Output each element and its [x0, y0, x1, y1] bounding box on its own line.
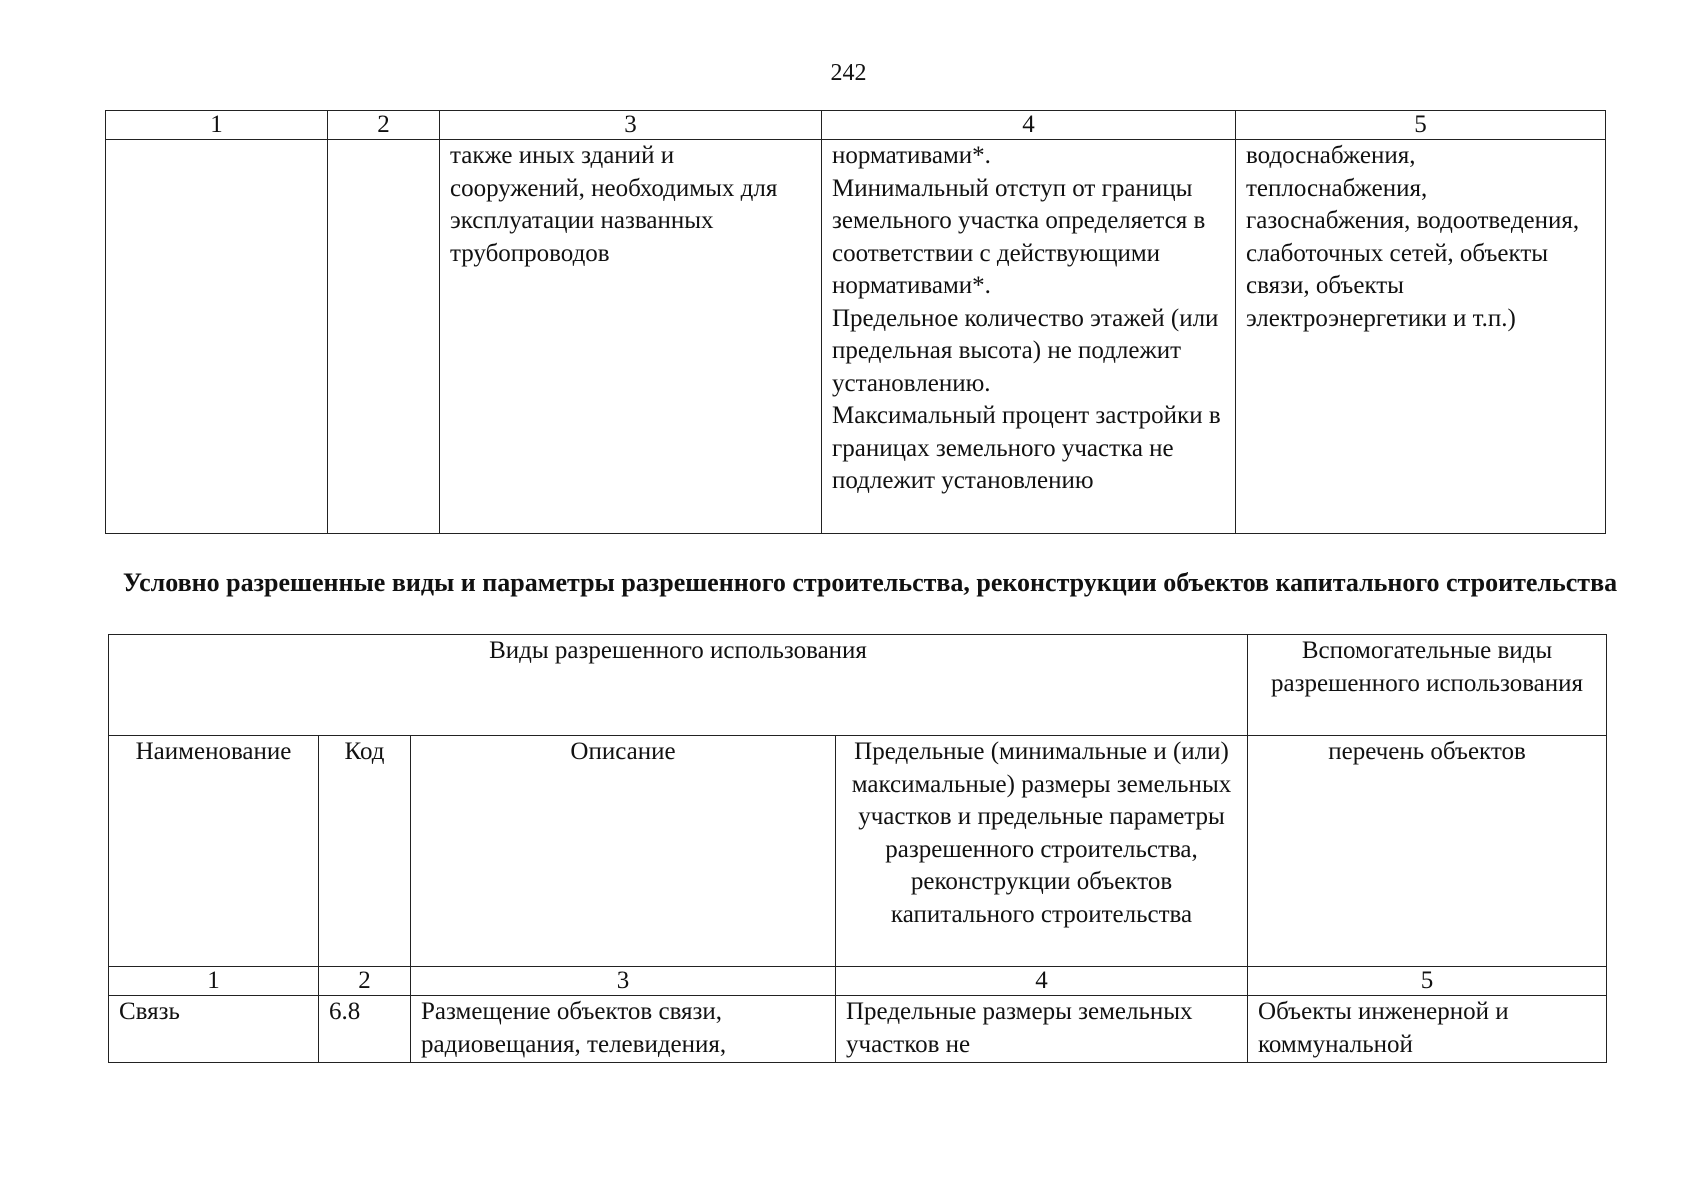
column-header-row — [109, 736, 1607, 967]
column-number: 3 — [440, 111, 822, 140]
group-header-aux: Вспомогательные виды разрешенного использования — [1248, 635, 1607, 736]
column-number: 3 — [411, 967, 836, 996]
table-cell — [106, 140, 328, 534]
header-objects: перечень объектов — [1248, 736, 1607, 967]
column-number: 2 — [319, 967, 411, 996]
column-number-row — [109, 967, 1607, 996]
parameter-text: Предельное количество этажей (или предельная высота) не подлежит установлению. — [832, 304, 1219, 397]
cell-code: 6.8 — [319, 996, 411, 1063]
header-description: Описание — [411, 736, 836, 967]
column-number: 1 — [106, 111, 328, 140]
parameter-text: нормативами*. — [832, 142, 991, 169]
section-heading: Условно разрешенные виды и параметры разрешенного строительства, реконструкции объектов капитального строительства — [122, 568, 1618, 597]
table-row — [109, 996, 1607, 1063]
cell-description: Размещение объектов связи, радиовещания, телевидения, — [411, 996, 836, 1063]
group-header-main: Виды разрешенного использования — [109, 635, 1248, 736]
column-number: 5 — [1248, 967, 1607, 996]
column-number: 2 — [328, 111, 440, 140]
header-code: Код — [319, 736, 411, 967]
table-cell-parameters — [822, 140, 1236, 534]
table-cell: также иных зданий и сооружений, необходимых для эксплуатации названных трубопроводов — [440, 140, 822, 534]
cell-objects: Объекты инженерной и коммунальной — [1248, 996, 1607, 1063]
continuation-table — [105, 110, 1606, 534]
header-limits: Предельные (минимальные и (или) максимальные) размеры земельных участков и предельные параметры разрешенного строительства, реконструкции объектов капитального строительства — [836, 736, 1248, 967]
column-number: 4 — [836, 967, 1248, 996]
table-row — [106, 140, 1606, 534]
column-number-row — [106, 111, 1606, 140]
cell-limits: Предельные размеры земельных участков не — [836, 996, 1248, 1063]
column-number: 1 — [109, 967, 319, 996]
column-number: 5 — [1236, 111, 1606, 140]
parameter-text: Минимальный отступ от границы земельного участка определяется в соответствии с действующими нормативами*. — [832, 174, 1206, 299]
header-name: Наименование — [109, 736, 319, 967]
table-cell — [328, 140, 440, 534]
conditional-use-table — [108, 634, 1607, 1063]
parameter-text: Максимальный процент застройки в границах земельного участка не подлежит установлению — [832, 402, 1221, 494]
cell-name: Связь — [109, 996, 319, 1063]
group-header-row — [109, 635, 1607, 736]
column-number: 4 — [822, 111, 1236, 140]
table-cell: водоснабжения, теплоснабжения, газоснабжения, водоотведения, слаботочных сетей, объекты связи, объекты электроэнергетики и т.п.) — [1236, 140, 1606, 534]
page-number: 242 — [830, 60, 867, 86]
